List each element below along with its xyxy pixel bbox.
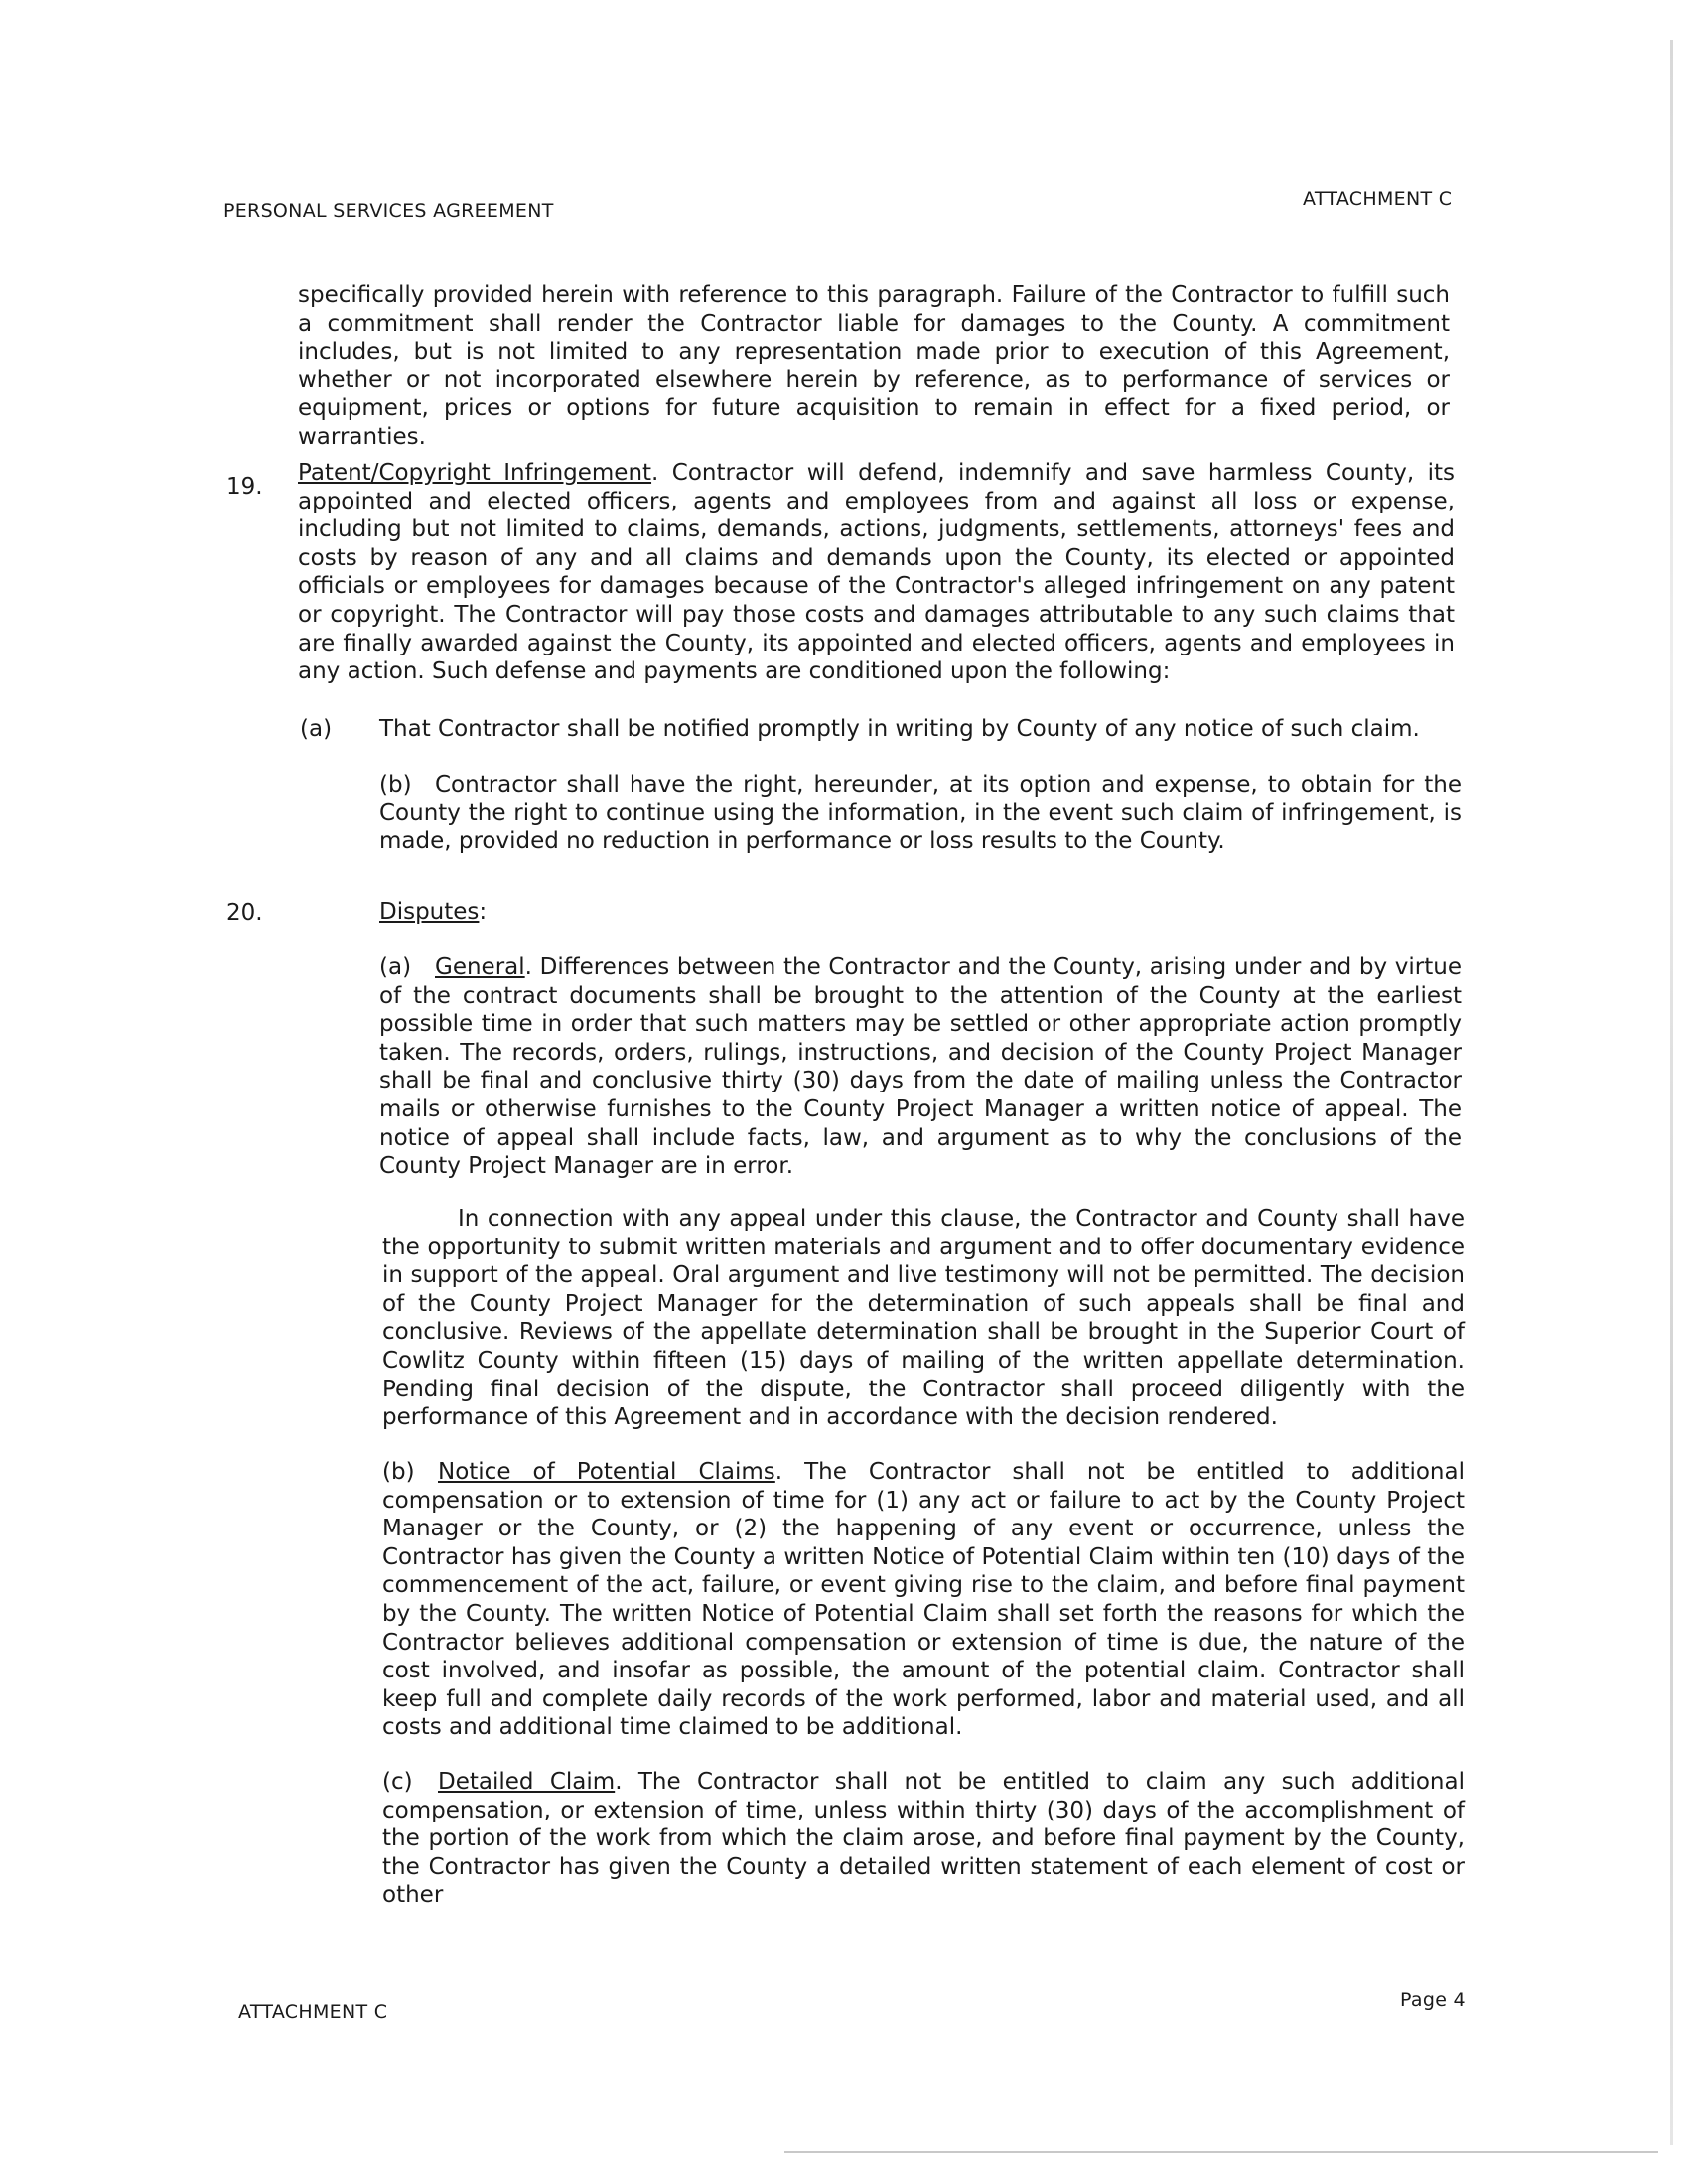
section-20-number: 20.: [226, 900, 263, 926]
section-19-title: Patent/Copyright Infringement: [298, 460, 652, 486]
section-20-c-label: (c): [382, 1769, 413, 1795]
section-20-heading: [379, 898, 776, 927]
section-20-c-text: . The Contractor shall not be entitled to claim any such additional compensation, or extension of time, unless within thirty (30) days of the accomplishment of the portion of the work from which the claim arose, and before final payment by the County, the Contractor has given the County a detailed written statement of each element of cost or other: [382, 1769, 1465, 1909]
section-19-item-b: [379, 771, 1462, 856]
footer-attachment: ATTACHMENT C: [238, 2001, 388, 2023]
section-19-body: [298, 459, 1455, 686]
section-20-a: [379, 953, 1462, 1181]
section-20-title-colon: :: [479, 899, 488, 925]
section-19-number: 19.: [226, 474, 263, 500]
section-20-b: [382, 1458, 1465, 1742]
section-20-a-text: . Differences between the Contractor and the County, arising under and by virtue of the contract documents shall be brought to the attention of the County at the earliest possible time in order that such matters may be settled or other appropriate action promptly taken. The records, orders, rulings, instructions, and decision of the County Project Manager shall be final and conclusive thirty (30) days from the date of mailing unless the Contractor mails or otherwise furnishes to the County Project Manager a written notice of appeal. The notice of appeal shall include facts, law, and argument as to why the conclusions of the County Project Manager are in error.: [379, 954, 1462, 1180]
section-20-b-text: . The Contractor shall not be entitled to additional compensation or to extension of time for (1) any act or failure to act by the County Project Manager or the County, or (2) the happening of any event or occurrence, unless the Contractor has given the County a written Notice of Potential Claim within ten (10) days of the commencement of the act, failure, or event giving rise to the claim, and before final payment by the County. The written Notice of Potential Claim shall set forth the reasons for which the Contractor believes additional compensation or extension of time is due, the nature of the cost involved, and insofar as possible, the amount of the potential claim. Contractor shall keep full and complete daily records of the work performed, labor and material used, and all costs and additional time claimed to be additional.: [382, 1459, 1465, 1741]
section-20-appeal: [382, 1205, 1465, 1432]
section-20-c-title: Detailed Claim: [438, 1769, 616, 1795]
page-edge-shadow: [1670, 40, 1673, 2145]
section-20-b-label: (b): [382, 1459, 415, 1485]
section-19-b-label: (b): [379, 772, 412, 798]
intro-paragraph: [298, 281, 1450, 452]
section-19-item-a: [300, 715, 1472, 744]
bottom-scan-line: [784, 2151, 1658, 2153]
section-20-a-label: (a): [379, 954, 412, 980]
header-title: PERSONAL SERVICES AGREEMENT: [223, 200, 554, 221]
section-20-a-title: General: [435, 954, 525, 980]
section-20-b-title: Notice of Potential Claims: [438, 1459, 775, 1485]
section-19-b-text: Contractor shall have the right, hereunder, at its option and expense, to obtain for the County the right to continue using the information, in the event such claim of infringement, is made, provided no reduction in performance or loss results to the County.: [379, 772, 1462, 855]
section-20-c: [382, 1768, 1465, 1910]
page-number: Page 4: [1400, 1989, 1466, 2011]
section-19-a-label: (a): [300, 716, 333, 742]
section-19-a-text: That Contractor shall be notified promptly in writing by County of any notice of such claim.: [379, 716, 1420, 742]
section-20-title: Disputes: [379, 899, 480, 925]
section-20-appeal-text: In connection with any appeal under this clause, the Contractor and County shall have the opportunity to submit written materials and argument and to offer documentary evidence in support of the appeal. Oral argument and live testimony will not be permitted. The decision of the County Project Manager for the determination of such appeals shall be final and conclusive. Reviews of the appellate determination shall be brought in the Superior Court of Cowlitz County within fifteen (15) days of mailing of the written appellate determination. Pending final decision of the dispute, the Contractor shall proceed diligently with the performance of this Agreement and in accordance with the decision rendered.: [382, 1206, 1465, 1431]
header-attachment: ATTACHMENT C: [1303, 188, 1453, 210]
section-19-text: . Contractor will defend, indemnify and save harmless County, its appointed and elected officers, agents and employees from and against all loss or expense, including but not limited to claims, demands, actions, judgments, settlements, attorneys' fees and costs by reason of any and all claims and demands upon the County, its elected or appointed officials or employees for damages because of the Contractor's alleged infringement on any patent or copyright. The Contractor will pay those costs and damages attributable to any such claims that are finally awarded against the County, its appointed and elected officers, agents and employees in any action. Such defense and payments are conditioned upon the following:: [298, 460, 1455, 685]
intro-text: specifically provided herein with reference to this paragraph. Failure of the Contractor to fulfill such a commitment shall render the Contractor liable for damages to the County. A commitment includes, but is not limited to any representation made prior to execution of this Agreement, whether or not incorporated elsewhere herein by reference, as to performance of services or equipment, prices or options for future acquisition to remain in effect for a fixed period, or warranties.: [298, 282, 1450, 450]
